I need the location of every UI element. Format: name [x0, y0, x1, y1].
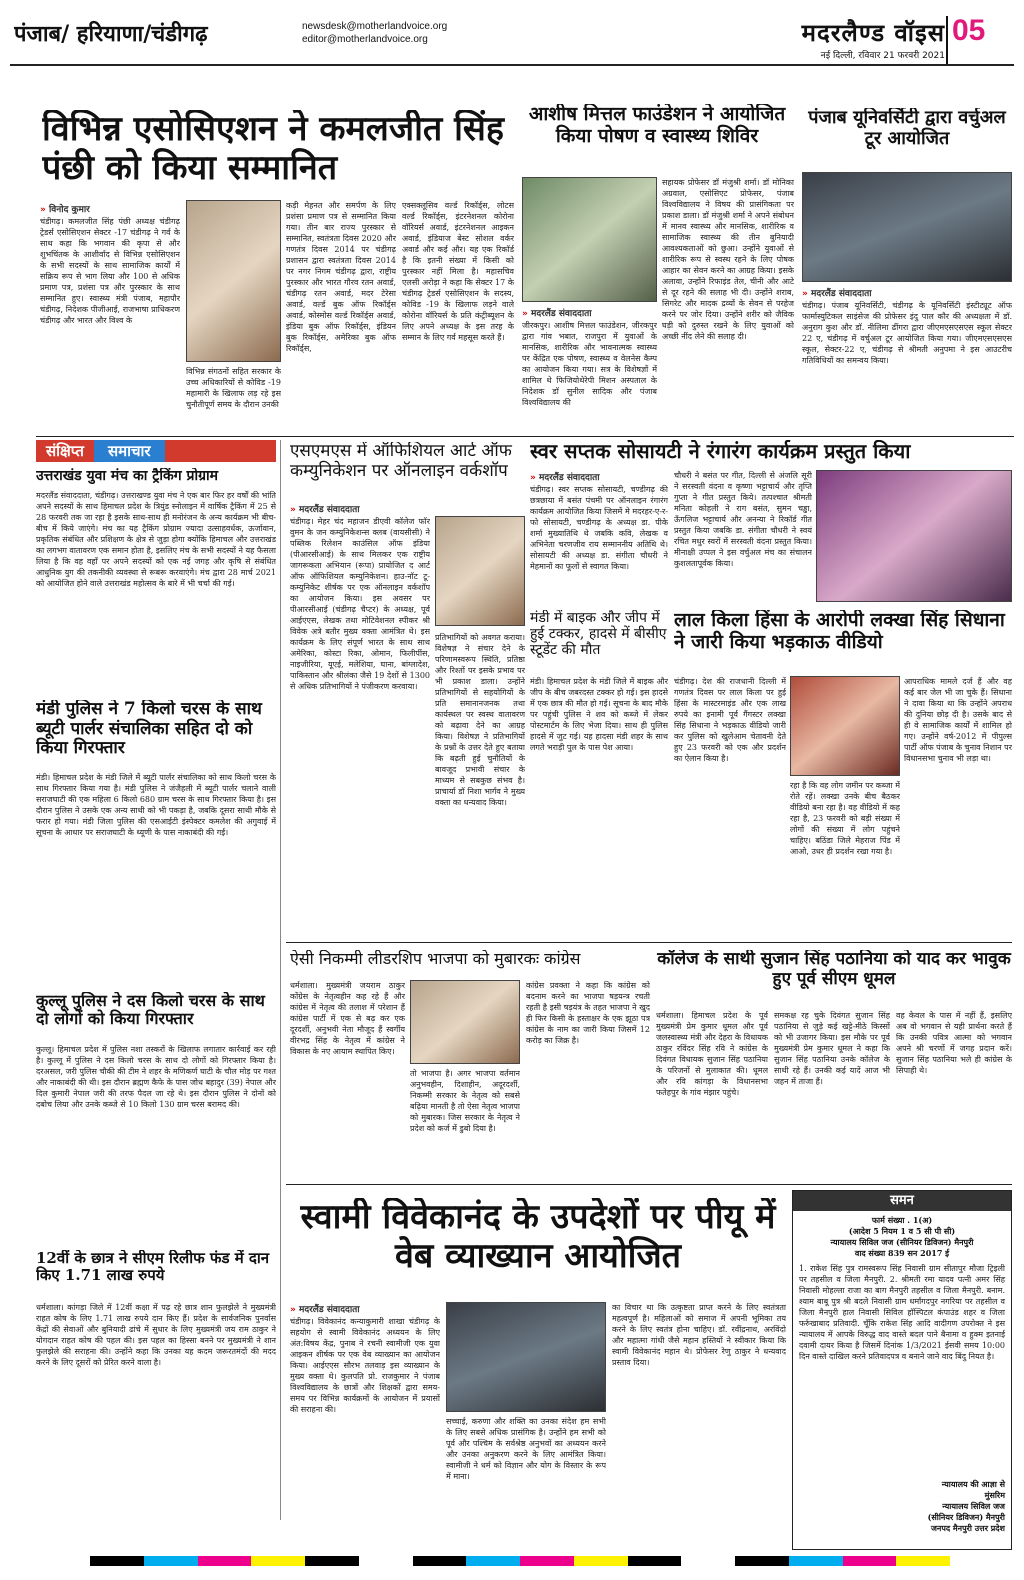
notice-header-block [793, 1211, 1011, 1263]
brief-banner [36, 440, 276, 462]
masthead-rule [10, 64, 1014, 66]
vivek-col3: का विचार था कि उत्कृष्टता प्राप्त करने के लिए स्वतंत्रता महत्वपूर्ण है। महिलाओं को समाज में अपनी भूमिका तय करने के लिए स्वतंत्र होना चाहिए। डॉ. रवींद्रनाथ, अरविंदो और महात्मा गांधी जैसे महान हस्तियों ने स्वीकार किया कि स्वामी विवेकानंद महान थे। प्रोफेसर रेणु ठाकुर ने धन्यवाद प्रस्ताव दिया। [612, 1303, 786, 1367]
ashish-headline: आशीष मित्तल फाउंडेशन ने आयोजित किया पोषण व स्वास्थ्य शिविर [528, 104, 786, 147]
cm-fund-headline: 12वीं के छात्र ने सीएम रिलीफ फंड में दान किए 1.71 लाख रुपये [36, 1250, 270, 1285]
sms-headline: एसएमएस में ऑफिशियल आर्ट ऑफ कम्युनिकेशन पर ऑनलाइन वर्कशॉप [290, 442, 512, 481]
rule-3 [286, 1184, 1012, 1185]
notice-line3: न्यायालय सिविल जज (सीनियर डिविजन) मैनपुरी [830, 1237, 974, 1247]
newsdesk-email[interactable]: newsdesk@motherlandvoice.org [302, 21, 448, 32]
cm-fund-body: धर्मशाला। कांगड़ा जिले में 12वीं कक्षा में पढ़ रहे छात्र शान फुलझेले ने मुख्यमंत्री राहत कोष के लिए 1.71 लाख रुपये दान किए हैं। प्रदेश के सार्वजनिक पुनर्वास केंद्रों की सेवाओं और बुनियादी ढांचे में सुधार के लिए मुख्यमंत्री जय राम ठाकुर ने योगदान राहत कोष की पहल की। इस पहल का हिस्सा बनने पर मुख्यमंत्री ने शान फुलझेले की सराहना की। उन्होंने कहा कि उनका यह कदम जरूरतमंदों की मदद करने के लिए दूसरों को प्रेरित करने वाला है। [36, 1303, 276, 1367]
ashish-photo [522, 177, 657, 302]
contact-emails [302, 20, 532, 50]
dhumal-col2: समकक्ष रह चुके दिवंगत सुजान सिंह पठानिया से जुड़े कई खट्टे-मीठे किस्सों को भी उजागर किया। इस मौके पर पूर्व मुख्यमंत्री प्रेम कुमार धूमल ने कहा कि सुजान सिंह पठानिया उनके कॉलेज के साथी रहे हैं। उनकी कई यादें आज भी जहन में ताजा हैं। [774, 1011, 890, 1086]
lakha-col1: चंडीगढ़। देश की राजधानी दिल्ली में गणतंत्र दिवस पर लाल किला पर हुई हिंसा के मास्टरमाइंड और एक लाख रुपये का इनामी पूर्व गैंगस्टर लक्खा सिंह सिधाना ने भड़काऊ वीडियो जारी कर पुलिस को खुलेआम चेतावनी देते हुए 23 फरवरी को एक और प्रदर्शन का ऐलान किया है। [674, 677, 786, 763]
vivek-col1: चंडीगढ़। विवेकानंद कन्याकुमारी शाखा चंडीगढ़ के सहयोग से स्वामी विवेकानंद अध्ययन के लिए अंत:विषय केंद्र, पुनाब ने रचनी स्वामीजी एक युवा आइकन शीर्षक पर एक वेब व्याख्यान का आयोजन किया। आईएएस सौरभ तलवाड़ इस व्याख्यान के मुख्य वक्ता थे। कुलपति प्रो. राजकुमार ने पंजाब विश्वविद्यालय के छात्रों और शिक्षकों द्वारा समय-समय पर विभिन्न कार्यक्रमों के आयोजन में प्रयासों की सराहना की। [290, 1317, 440, 1414]
dhumal-col3: वह केवल के पास में नहीं हैं, इसलिए अब वो भगवान से यही प्रार्थना करते हैं कि उनकी पवित्र आत्मा को भगवान अपने श्री चरणों में जगह प्रदान करें। सुजान सिंह पठानिया भले ही कांग्रेस के सिपाही थे। [896, 1011, 1012, 1075]
notice-sign3: न्यायालय सिविल जज [942, 1501, 1005, 1511]
swar-headline: स्वर सप्तक सोसायटी ने रंगारंग कार्यक्रम प्रस्तुत किया [530, 440, 911, 463]
column-divider [280, 440, 281, 1520]
brief-banner-b: समाचार [94, 440, 165, 462]
dhumal-col1: धर्मशाला। हिमाचल प्रदेश के पूर्व मुख्यमंत्री प्रेम कुमार धूमल और पूर्व जलस्वास्थ्य मंत्री और देहरा के विधायक ठाकुर रविंदर सिंह रवि ने कांग्रेस के दिवंगत विधायक सुजान सिंह पठानिया के परिजनों से मुलाकात की। धूमल और रवि कांगड़ा के विधानसभा फतेहपुर के गांव मंझार पहुंचे। [656, 1011, 768, 1097]
sms-byline: » मदरलैंड संवाददाता [290, 502, 520, 514]
lakha-col3: आपराधिक मामले दर्ज हैं और वह कई बार जेल भी जा चुके हैं। सिधाना ने दावा किया था कि उन्होंने अपराध की दुनिया छोड़ दी है। उसके बाद से ही वे सामाजिक कार्यों में शामिल हो गए। उन्होंने वर्ष-2012 में पीपुल्स पार्टी ऑफ पंजाब के चुनाव निशान पर विधानसभा चुनाव भी लड़ा था। [904, 677, 1012, 763]
sms-col2: प्रतिभागियों को अवगत कराया। विशेषज्ञ ने संचार देने के परिणामस्वरूप स्थिति, प्रतिष्ठा और रिश्तों पर इसके प्रभाव पर भी प्रकाश डाला। उन्होंने प्रतिभागियों से सहयोगियों के प्रति समानानजनक तथा कार्यस्थल पर स्वस्थ वातावरण को बढ़ावा देने का आग्रह किया। विशेषज्ञ ने प्रतिभागियों के प्रश्नों के उत्तर देते हुए बताया कि बढ़ती हुई चुनौतियों के बावजूद प्रभावी संचार के माध्यम से सबकुछ संभव है। प्राचार्या डॉ निशा भार्गव ने मुख्य वक्ता का धन्यवाद किया। [435, 633, 525, 807]
sms-photo [435, 516, 525, 626]
sms-col1: चंडीगढ़। मेहर चंद महाजन डीएवी कॉलेज फॉर वुमन के जन कम्युनिकेशन्स क्लब (वायसीसी) ने पब्लिक रिलेशन काउंसिल ऑफ इंडिया (पीआरसीआई) के साथ मिलकर एक राष्ट्रीय जागरूकता अभियान (रूपा) प्रायोजित द आर्ट ऑफ ऑफिशियल कम्युनिकेशन। हाउ-नॉट टू-कम्युनिकेट शीर्षक पर एक ऑनलाइन वर्कशॉप का आयोजन किया। इस अवसर पर पीआरसीआई (चंडीगढ़ चैप्टर) के अध्यक्ष, पूर्व आईएएस, लेखक तथा मोटिवेशनल स्पीकर श्री विवेक अत्रे बतौर मुख्य वक्ता आमंत्रित थे। इस कार्यक्रम के लिए संपूर्ण भारत के साथ साथ अमेरिका, कोस्टा रिका, ओमान, फिलीपींस, नाइजीरिया, यूएई, मलेशिया, घाना, बांग्लादेश, पाकिस्तान और श्रीलंका जैसे 19 देशों से 1300 से अधिक प्रतिभागियों ने पंजीकरण करवाया। [290, 517, 430, 691]
notice-sign2: मुंसरिम [984, 1490, 1005, 1500]
newspaper-page [10, 12, 1014, 1568]
masthead-divider [946, 16, 948, 64]
bjp-col1: धर्मशाला। मुख्यमंत्री जयराम ठाकुर कोंग्रेस के नेतृत्वहीन कह रहे हैं और कांग्रेस में नेतृत्व की तलाश में परेशान हैं कांग्रेस पार्टी में एक से बढ़ कर एक दूरदर्शी, अनुभवी नेता मौजूद हैं स्वर्गीय वीरभद्र सिंह के नेतृत्व में कांग्रेस ने विकास के नए आयाम स्थापित किए। [290, 981, 405, 1056]
rule-2 [286, 942, 1012, 943]
pu-photo [802, 172, 1012, 282]
notice-sign5: जनपद मैनपुरी उत्तर प्रदेश [930, 1523, 1005, 1533]
notice-signature [793, 1475, 1011, 1538]
bjp-headline: ऐसी निकम्मी लीडरशिप भाजपा को मुबारकः कांग्रेस [290, 950, 581, 968]
lead-headline: विभिन्न एसोसिएशन ने कमलजीत सिंह पंछी को किया सम्मानित [42, 110, 504, 189]
swar-col1: चंडीगढ़। स्वर सप्तक सोसायटी, चण्डीगढ़ की छत्रछाया में बसंत पंचमी पर ऑनलाइन रंगारंग कार्यक्रम आयोजित किया जिसमें मे मदरहर-ए-र-फो सोसायटी, चण्डीगढ़ के अध्यक्ष डा. पीके शर्मा मुख्यातिथि थे जबकि कवि, लेखक व अभिनेता चरणजीव राय सम्माननीय अतिथि थे। सोसायटी की अध्यक्ष डा. संगीता चौधरी ने मेहमानों का फूलों से स्वागत किया। [530, 485, 668, 571]
notice-line4: वाद संख्या 839 सन 2017 ई [854, 1248, 950, 1258]
mandi2-body: मंडी। हिमाचल प्रदेश के मंडी जिले में बाइक और जीप के बीच जबरदस्त टक्कर हो गई। इस हादसे में एक छात्र की मौत हो गई। सूचना के बाद मौके पर पहुंची पुलिस ने शव को कब्जे में लेकर पोस्टमार्टम के लिए भेजा दिया। साथ ही पुलिस हादसे में जुट गई। यह हादसा मंडी शहर के साथ लगते भराड़ी पुल के पास पेश आया। [530, 677, 668, 752]
notice-heading: समन [793, 1191, 1011, 1211]
lead-photo [186, 200, 281, 362]
lakha-headline: लाल किला हिंसा के आरोपी लक्खा सिंह सिधाना ने जारी किया भड़काऊ वीडियो [674, 610, 1005, 653]
notice-line2: (आदेश 5 नियम 1 व 5 सी पी सी) [848, 1226, 956, 1236]
ashish-col1: जीरकपुर। आशीष मित्तल फाउंडेशन, जीरकपुर द्वारा गांव भबात, राजपुरा में युवाओं के मानसिक, शारीरिक और भावनात्मक स्वास्थ्य पर केंद्रित एक पोषण, स्वास्थ्य व वेलनेस कैम्प का आयोजन किया गया। सत्र के विशेषज्ञों में शामिल थे फिजियोथेरेपी मिशन अस्पताल के निदेशक डॉ सुनील सादिक और पंजाब विश्वविद्यालय की [522, 321, 657, 407]
ashish-byline: » मदरलैंड संवाददाता [522, 306, 657, 318]
mandi2-headline: मंडी में बाइक और जीप में हुई टक्कर, हादसे में बीसीए स्टूडेंट की मौत [530, 610, 667, 659]
swar-photo-collage [816, 470, 1012, 602]
notice-line1: फार्म संख्या . 1(अ) [871, 1215, 933, 1225]
pu-headline: पंजाब यूनिवर्सिटी द्वारा वर्चुअल टूर आयोजित [808, 108, 1006, 149]
bjp-col3: कांग्रेस प्रवक्ता ने कहा कि कांग्रेस को बदनाम करने का भाजपा षड़यन्त्र रचती रहती है इसी षड़यंत्र के तहत भाजपा ने खुद ही फिर किसी के हस्ताक्षर के एक झूठा पत्र कांग्रेस के नाम का जारी किया जिसमें 12 करोड़ का जिक्र है। [526, 981, 650, 1045]
legal-notice [792, 1190, 1012, 1550]
notice-sign1: न्यायालय की आज्ञा से [941, 1479, 1005, 1489]
lakha-photo [790, 676, 900, 776]
kullu-body: कुल्लू। हिमाचल प्रदेश में पुलिस नशा तस्करों के खिलाफ लगातार कार्रवाई कर रही है। कुल्लू में पुलिस ने दस किलो चरस के साथ दो लोगों को गिरफ्तार किया है। दरअसल, जरी पुलिस चौकी की टीम ने शहर के मणिकर्ण घाटी के चौल मोड़ पर गश्त और नाकाबंदी की थी। इस दौरान ब्रह्मण कैफे के पास जोध बहादुर (39) नेपाल और दिल कुमारी नेपाल जरी की तरफ पैदल जा रहे थे। इस दौरान पुलिस ने दोनों को दबोच लिया और उनके कब्जे से 10 किलो 130 ग्राम चरस बरामद की। [36, 1045, 276, 1109]
vivek-byline: » मदरलैंड संवाददाता [290, 1302, 440, 1314]
lakha-col2: रहा है कि वह लोग जमीन पर कब्जा में रोते रहें। लक्खा उनके बीच बैठकर वीडियो बना रहा है। वह वीडियो में कह रहा है, 23 फरवरी को बड़ी संख्या में लोगों की संख्या में लोग पहुंचने चाहिए। बठिंडा जिले मेहराज पिंड में आओ, उधर ही प्रदर्शन रखा गया है। [790, 781, 900, 856]
uk-body: मदरलैंड संवाददाता, चंडीगढ़। उत्तराखण्ड युवा मंच ने एक बार फिर हर वर्षों की भांति अपने सदस्यों के साथ हिमाचल प्रदेश के त्रियुंड स्नोलाइन में वार्षिक ट्रैकिंग में 25 से 28 फरवरी तक जा रहा है इसके साथ-साथ ही मनोरंजन के अन्य कार्यक्रम भी बीच-बीच में किये जाएंगे। मंच का यह ट्रैकिंग प्रोग्राम ज्यादा उत्साहवर्धक, ऊर्जावान, प्रकृतिक संबंधित और प्रशिक्षण के क्षेत्र से जुड़ा होगा क्योंकि हिमाचल और उत्तराखंड का लगभग वातावरण एक समान होता है, इसलिए मंच के सभी सदस्यों ने यह फैसला लिया है कि वह वहाँ पर अपने सदस्यों को एक नई जगह और कृषि से संबंधित आधुनिक युग की तकनीकी व्यवस्था से रूबरू करवाएंगे। मंच द्वारा 28 मार्च 2021 को आयोजित होने वाले उत्तराखंड महोत्सव के बारे में भी चर्चा की गई। [36, 491, 276, 588]
newspaper-name: मदरलैण्ड वॉइस [801, 18, 945, 46]
bjp-col2: तो भाजपा है। अगर भाजपा वर्तमान अनुभवहीन, दिशाहीन, अदूरदर्शी, निकम्मी सरकार के नेतृत्व को सबसे बढ़िया मानती है तो ऐसा नेतृत्व भाजपा को मुबारक। जिस सरकार के नेतृत्व ने प्रदेश को कर्ज में डुबो दिया है। [410, 1069, 520, 1133]
dateline: नई दिल्ली, रविवार 21 फरवरी 2021 [820, 51, 945, 61]
editor-email[interactable]: editor@motherlandvoice.org [302, 34, 428, 45]
ashish-col2: सहायक प्रोफेसर डॉ मंजुश्री शर्मा। डॉ मोनिका अग्रवाल, एसोसिएट प्रोफेसर, पंजाब विश्वविद्यालय ने विषय की प्रासंगिकता पर प्रकाश डाला। डॉ मंजुश्री शर्मा ने अपने संबोधन में मानव स्वास्थ्य और मानसिक, शारीरिक व सामाजिक स्वास्थ्य की तीन बुनियादी आवश्यकताओं को छुआ। उन्होंने युवाओं से शारीरिक रूप से स्वस्थ रहने के लिए पोषक आहार का सेवन करने का आग्रह किया। इसके अलावा, उन्होंने रिफाइंड तेल, चीनी और आटे से दूर रहने की सलाह भी दी। उन्होंने शराब, सिगरेट और मादक द्रव्यों के सेवन से परहेज करने पर जोर दिया। उन्होंने शरीर को जैविक घड़ी को दुरुस्त रखने के लिए युवाओं को अच्छी नींद लेने की सलाह दी। [662, 178, 794, 341]
bjp-photo [410, 980, 520, 1064]
notice-body: 1. राकेश सिंह पुत्र रामस्वरूप सिंह निवासी ग्राम सीतापुर मौजा ट्रिइली पर तहसील व जिला मैनपुरी. 2. श्रीमती रमा यादव पत्नी अमर सिंह निवासी मोहल्ला राजा का बाग मैनपुरी तहसील व जिला मैनपुरी. बनाम. श्याम बाबू पुत्र श्री बदले निवासी ग्राम धर्मांगदपुर नगरिया पर तहसील व जिला मैनपुरी हाल निवासी सिविल हॉस्पिटल कंपाउंड शहर व जिला फर्रुखाबाद प्रतिवादी. चूँकि राकेश सिंह आदि वादीगण उपरोक्त ने इस न्यायालय में आपके विरुद्ध वाद वास्ते बदल पाने बैनामा व हुक्म इतनाई दवामी दायर किया है जिसमें दिनांक 1/3/2021 ईसवी समय 10:00 दिन वास्ते दाखिल करने प्रतिवादपत्र व बनाने जाने वाद बिंदु नियत है। [799, 1264, 1005, 1361]
vivek-headline: स्वामी विवेकानंद के उपदेशों पर पीयू में वेब व्याख्यान आयोजित [300, 1198, 776, 1277]
uk-headline: उत्तराखंड युवा मंच का ट्रैकिंग प्रोग्राम [36, 468, 218, 484]
dhumal-headline: कॉलेज के साथी सुजान सिंह पठानिया को याद कर भावुक हुए पूर्व सीएम धूमल [657, 950, 1011, 989]
print-color-bar [90, 1556, 950, 1566]
vivek-photo [446, 1302, 606, 1412]
lead-col4: एक्सक्लूसिव वर्ल्ड रिकॉर्ड्स, लोटस वर्ल्ड रिकॉर्ड्स, इंटरनेशनल कोरोना वॉरियर्स अवार्ड, इंटरनेशनल आइकन अवार्ड, इंडियाज बेस्ट सोशल वर्कर अवार्ड और कई और। यह एक रिकॉर्ड है कि इतनी संख्या में किसी को पुरस्कार नहीं मिला है। महासचिव एलसी अरोड़ा ने कहा कि सेक्टर 17 के चंडीगढ़ ट्रेडर्स एसोसिएशन के सदस्य, कोविड -19 के खिलाफ लड़ने वाले कोरोना वॉरियर्स के प्रति कंट्रीब्यूशन के लिए अपने अध्यक्ष के इस तरह के सम्मान के लिए गर्व महसूस करते हैं। [402, 201, 514, 342]
notice-sign4: (सीनियर डिविजन) मैनपुरी [927, 1512, 1005, 1522]
rule-1 [36, 436, 1014, 437]
mandi-headline: मंडी पुलिस ने 7 किलो चरस के साथ ब्यूटी पार्लर संचालिका सहित दो को किया गिरफ्तार [36, 700, 262, 759]
mandi-body: मंडी। हिमाचल प्रदेश के मंडी जिले में ब्यूटी पार्लर संचालिका को साथ किलो चरस के साथ गिरफ्तार किया गया है। मंडी पुलिस ने जंजैहली में ब्यूटी पार्लर चलाने वाली सराजघाटी की एक महिला 6 किलो 680 ग्राम चरस के साथ गिरफ्तार किया है। इस दौरान पुलिस ने उसके एक अन्य साथी को भी पकड़ा है, जबकि दूसरा साथी मौके से फरार हो गया। मंडी जिला पुलिस की एसआईटी इंस्पेक्टर कमलेश की अगुवाई में सूचना के आधार पर सराजघाटी के थ्यूणी के पास नाकाबंदी की गई। [36, 773, 276, 837]
lead-col1: चंडीगढ़। कमलजीत सिंह पंछी अध्यक्ष चंडीगढ़ ट्रेडर्स एसोसिएशन सेक्टर -17 चंडीगढ़ ने गर्व के साथ कहा कि भगवान की कृपा से और शुभचिंतक के आशीर्वाद से विभिन्न एसोसिएशन के सभी सदस्यों के साथ सामाजिक कार्यों में सक्रिय रूप से भाग लिया और 100 से अधिक प्रमाण पत्र, प्रशंसा पत्र और पुरस्कार के साथ सम्मानित हुए। स्वास्थ्य मंत्री पंजाब, महापौर चंडीगढ़, निदेशक पीजीआई, राजभाषा प्राधिकरण चंडीगढ़ और भारत और विश्व के [40, 217, 180, 325]
kullu-headline: कुल्लू पुलिस ने दस किलो चरस के साथ दो लोगों को किया गिरफ्तार [36, 992, 265, 1029]
swar-byline: » मदरलैंड संवाददाता [530, 470, 650, 482]
swar-col2: चौधरी ने बसंत पर गीत, दिल्ली से अंजलि सूरी ने सरस्वती वंदना व कृष्णा भट्टाचार्य और तृप्ति गुप्ता ने गीत प्रस्तुत किये। तत्पश्चात श्रीमती मनिता कोहली ने राग बसंत, सुमन चड्ढा, ऊँगलिज भट्टाचार्य और अनन्या ने रिकॉर्ड गीत प्रस्तुत किया जबकि डा. संगीता चौधरी ने स्वयं रचित मधुर स्वरों में सरस्वती वंदना प्रस्तुत किया। मीनाक्षी उप्पल ने इस वर्चुअल मंच का संचालन कुशलतापूर्वक किया। [674, 471, 812, 568]
lead-col2: विभिन्न संगठनों सहित सरकार के उच्च अधिकारियों से कोविड -19 महामारी के खिलाफ लड़ रहे इस चुनौतीपूर्ण समय के दौरान उनकी [186, 367, 281, 409]
lead-byline: » विनोद कुमार [40, 202, 180, 214]
pu-body: चंडीगढ़। पंजाब यूनिवर्सिटी, चंडीगढ़ के यूनिवर्सिटी इंस्टीट्यूट ऑफ फार्मास्युटिकल साइंसेज की प्रोफेसर इंदु पाल कौर की अध्यक्षता में डॉ. अनुराग कुश और डॉ. नीलिमा ढींगरा द्वारा जीएमएसएसएस स्कूल सेक्टर 22 ए, चंडीगढ़ में वर्चुअल टूर आयोजित किया गया। जीएमएसएसएस स्कूल, सेक्टर-22 ए, चंडीगढ़ से श्रीमती अनुपमा ने इस आउटरीच गतिविधियों का समन्वय किया। [802, 301, 1012, 365]
section-label: पंजाब/ हरियाणा/चंडीगढ़ [14, 21, 208, 47]
brief-banner-a: संक्षिप्त [46, 442, 84, 460]
page-number: 05 [952, 14, 986, 47]
pu-byline: » मदरलैंड संवाददाता [802, 286, 1012, 298]
vivek-col2: सच्चाई, करुणा और शक्ति का उनका संदेश हम सभी के लिए सबसे अधिक प्रासंगिक है। उन्होंने हम सभी को पूर्व और पश्चिम के सर्वश्रेष्ठ अनुभवों का अध्ययन करने और उनका अनुकरण करने के लिए आमंत्रित किया। स्वामीजी ने धर्म को विज्ञान और योग के विस्तार के रूप में माना। [446, 1417, 606, 1481]
lead-col3: कड़ी मेहनत और समर्पण के लिए प्रशंसा प्रमाण पत्र से सम्मानित किया गया। तीन बार राज्य पुरस्कार से सम्मानित, स्वतंत्रता दिवस 2020 और गणतंत्र दिवस 2014 पर चंडीगढ़ प्रशासन द्वारा स्वतंत्रता दिवस 2014 पर नगर निगम चंडीगढ़ द्वारा, राष्ट्रीय पुरस्कार और भारत गौरव रतन अवार्ड, चंडीगढ़ रतन अवार्ड, मदर टेरेसा अवार्ड, वर्ल्ड बुक ऑफ रिकॉर्ड्स अवार्ड, कोस्मोस वर्ल्ड रिकॉर्ड्स अवार्ड, इंडिया बुक ऑफ रिकॉर्ड्स, इंडियन बुक रिकॉर्ड्स, अमेरिका बुक ऑफ रिकॉर्ड्स, [286, 201, 396, 353]
